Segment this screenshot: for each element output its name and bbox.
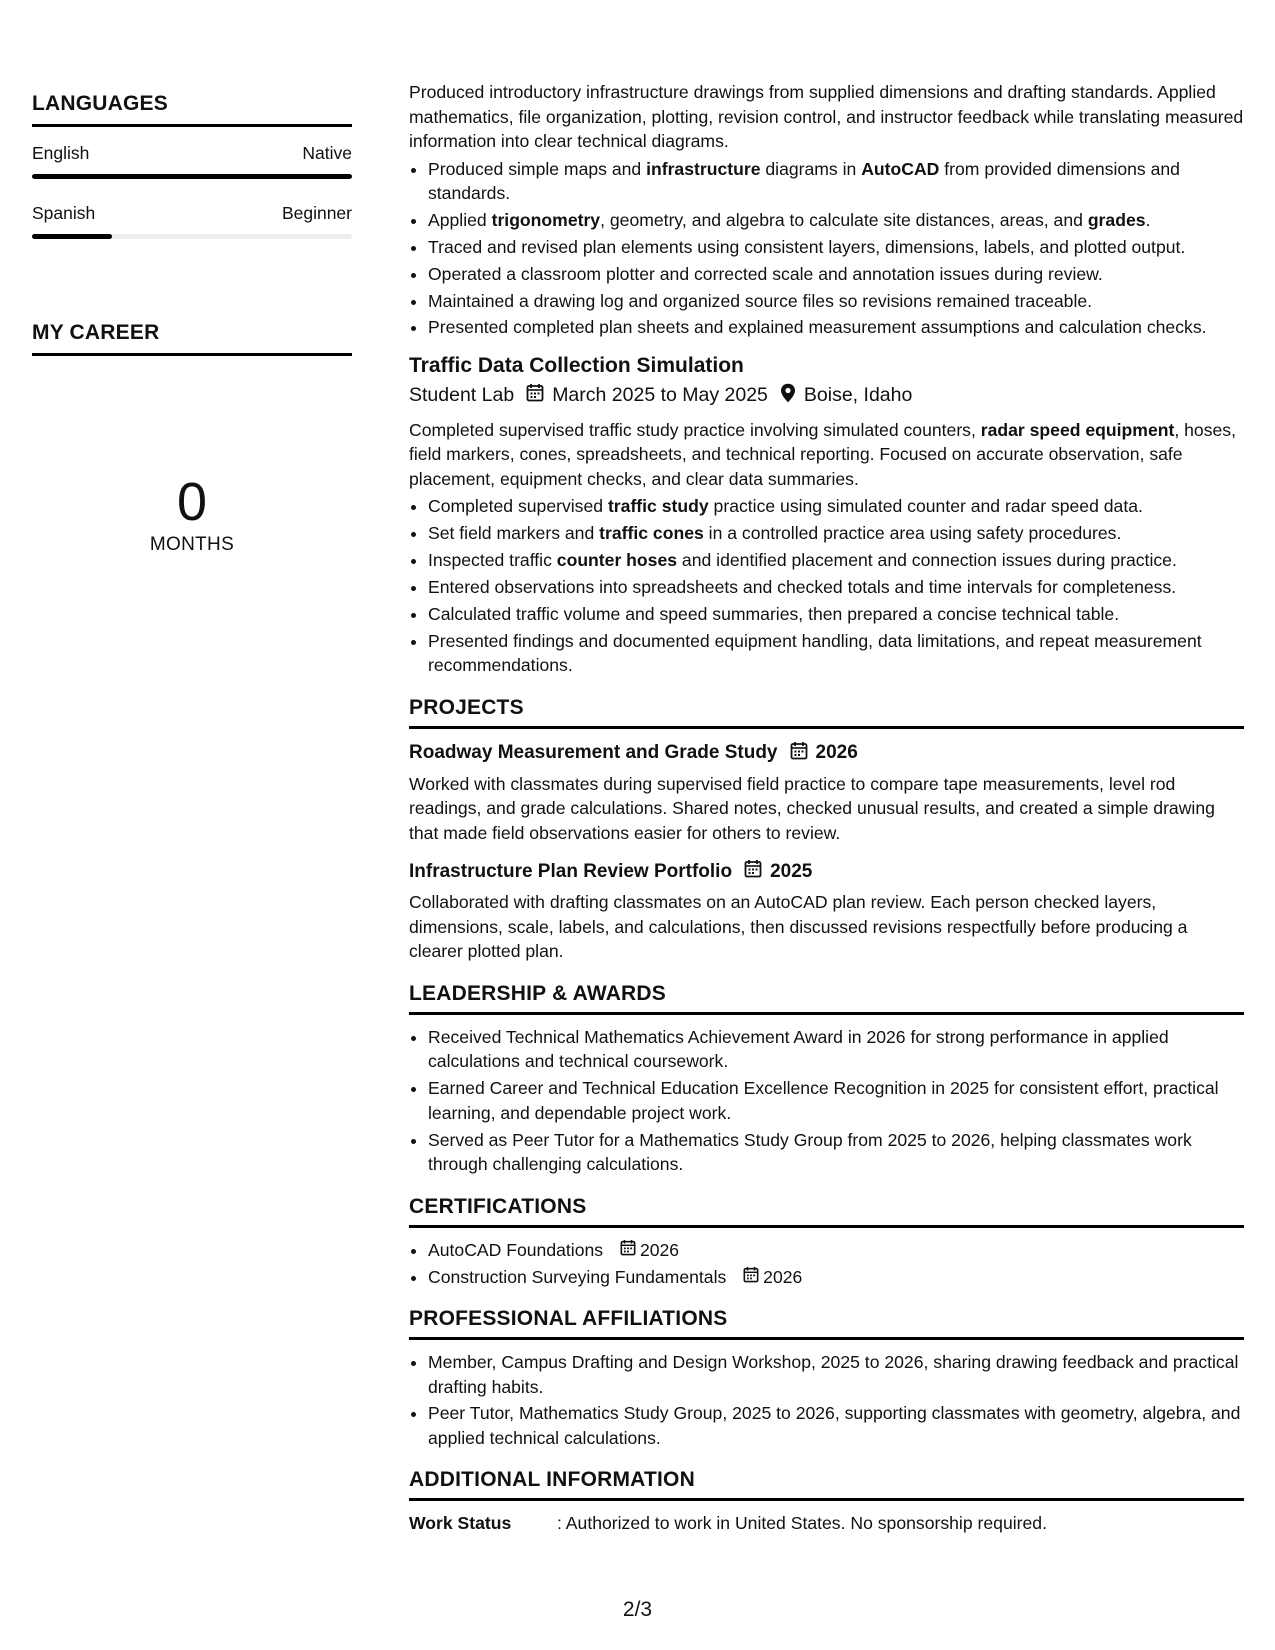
job-bullets <box>409 494 1244 677</box>
language-item <box>32 203 352 239</box>
main-content <box>409 80 1244 1535</box>
list-item: • Peer Tutor, Mathematics Study Group, 2025 to 2026, supporting classmates with geometry, algebra, and applied technical calculations. <box>428 1401 1244 1450</box>
text-run: in a controlled practice area using safety procedures. <box>703 523 1122 544</box>
emphasized-text: traffic study <box>607 496 709 517</box>
list-item: • Member, Campus Drafting and Design Workshop, 2025 to 2026, sharing drawing feedback and practical drafting habits. <box>428 1350 1244 1399</box>
job-meta <box>409 383 1244 409</box>
text-run: from provided dimensions and standards. <box>428 158 1180 203</box>
additional-info-heading: ADDITIONAL INFORMATION <box>409 1468 1244 1501</box>
work-status-row <box>409 1511 1244 1535</box>
project-item <box>409 741 1244 846</box>
language-proficiency-fill <box>32 234 112 239</box>
leadership-list <box>409 1025 1244 1177</box>
language-level: Native <box>302 143 352 163</box>
work-status-value: : Authorized to work in United States. No sponsorship required. <box>557 1513 1047 1534</box>
certification-name: Construction Surveying Fundamentals <box>428 1266 727 1287</box>
list-item <box>428 1238 1244 1263</box>
job-title: Traffic Data Collection Simulation <box>409 353 744 377</box>
project-title: Infrastructure Plan Review Portfolio <box>409 860 733 882</box>
list-item: • Received Technical Mathematics Achievement Award in 2026 for strong performance in applied calculations and technical coursework. <box>428 1025 1244 1074</box>
text-run: , hoses, field markers, cones, spreadsheets, and technical reporting. Focused on accurate observation, safe placement, equipment checks, and clear data summaries. <box>409 419 1236 489</box>
calendar-icon <box>620 1238 636 1263</box>
language-proficiency-bar <box>32 174 352 179</box>
text-run: Completed supervised traffic study practice involving simulated counters, <box>409 419 981 440</box>
emphasized-text: traffic cones <box>599 523 704 544</box>
job-employer: Student Lab <box>409 384 515 407</box>
experience-summary: Produced introductory infrastructure drawings from supplied dimensions and drafting standards. Applied mathematics, file organization, plotting, revision control, and instructor feedback while translating measured information into clear technical diagrams. <box>409 82 1244 151</box>
career-heading: MY CAREER <box>32 321 352 356</box>
text-run: Calculated traffic volume and speed summaries, then prepared a concise technical table. <box>428 604 1120 625</box>
certifications-list <box>409 1238 1244 1289</box>
affiliations-heading: PROFESSIONAL AFFILIATIONS <box>409 1307 1244 1340</box>
list-item: • Served as Peer Tutor for a Mathematics Study Group from 2025 to 2026, helping classmates work through challenging calculations. <box>428 1128 1244 1177</box>
experience-bullets <box>409 157 1244 340</box>
list-item <box>428 262 1244 287</box>
text-run: Presented findings and documented equipment handling, data limitations, and repeat measurement recommendations. <box>428 630 1202 676</box>
list-item <box>428 602 1244 627</box>
calendar-icon <box>744 859 762 884</box>
project-year: 2026 <box>815 742 858 764</box>
text-run: and identified placement and connection issues during practice. <box>677 550 1177 571</box>
language-proficiency-fill <box>32 174 352 179</box>
career-section <box>32 321 352 556</box>
emphasized-text: infrastructure <box>646 158 761 179</box>
list-item <box>428 494 1244 519</box>
list-item: • Earned Career and Technical Education Excellence Recognition in 2025 for consistent effort, practical learning, and dependable project work. <box>428 1076 1244 1125</box>
text-run: Completed supervised <box>428 496 608 517</box>
language-item <box>32 143 352 179</box>
certifications-heading: CERTIFICATIONS <box>409 1195 1244 1228</box>
certification-name: AutoCAD Foundations <box>428 1239 604 1260</box>
list-item <box>428 208 1244 233</box>
page-indicator: 2/3 <box>622 1598 653 1621</box>
calendar-icon <box>526 383 544 408</box>
emphasized-text: AutoCAD <box>861 158 940 179</box>
projects-heading: PROJECTS <box>409 696 1244 729</box>
project-title: Roadway Measurement and Grade Study <box>409 742 778 764</box>
text-run: , geometry, and algebra to calculate site distances, areas, and <box>600 209 1088 230</box>
text-run: Set field markers and <box>428 523 600 544</box>
list-item <box>428 629 1244 678</box>
project-description: Worked with classmates during supervised field practice to compare tape measurements, level rod readings, and grade calculations. Shared notes, checked unusual results, and created a simple drawing that made field observations easier for others to review. <box>409 773 1215 843</box>
job-summary <box>409 418 1244 492</box>
text-run: Produced simple maps and <box>428 158 647 179</box>
language-level: Beginner <box>281 203 352 223</box>
text-run: practice using simulated counter and radar speed data. <box>708 496 1143 517</box>
language-name: English <box>32 143 90 163</box>
languages-section <box>32 92 352 239</box>
language-name: Spanish <box>32 203 96 223</box>
list-item <box>428 315 1244 340</box>
text-run: . <box>1145 209 1151 230</box>
calendar-icon <box>743 1265 759 1290</box>
leadership-heading: LEADERSHIP & AWARDS <box>409 982 1244 1015</box>
job-dates: March 2025 to May 2025 <box>552 384 768 407</box>
text-run: Entered observations into spreadsheets and checked totals and time intervals for completeness. <box>428 577 1177 598</box>
work-status-label: Work Status <box>409 1513 512 1534</box>
text-run: Operated a classroom plotter and corrected scale and annotation issues during review. <box>428 263 1103 284</box>
certification-year: 2026 <box>639 1239 680 1260</box>
list-item <box>428 548 1244 573</box>
project-year: 2025 <box>770 860 813 882</box>
emphasized-text: grades <box>1087 209 1146 230</box>
list-item <box>428 157 1244 206</box>
text-run: diagrams in <box>760 158 862 179</box>
affiliations-list <box>409 1350 1244 1450</box>
text-run: Applied <box>428 209 492 230</box>
text-run: Presented completed plan sheets and explained measurement assumptions and calculation checks. <box>428 317 1207 338</box>
career-months-count: 0 <box>176 472 208 532</box>
language-proficiency-bar <box>32 234 352 239</box>
location-pin-icon <box>780 383 796 409</box>
text-run: Inspected traffic <box>428 550 557 571</box>
emphasized-text: counter hoses <box>556 550 678 571</box>
list-item <box>428 289 1244 314</box>
job-location: Boise, Idaho <box>803 384 913 407</box>
list-item <box>428 235 1244 260</box>
list-item <box>428 521 1244 546</box>
certification-year: 2026 <box>763 1266 803 1287</box>
calendar-icon <box>790 741 808 766</box>
emphasized-text: radar speed equipment <box>980 419 1175 440</box>
list-item <box>428 1265 1244 1290</box>
career-months-label: MONTHS <box>149 534 235 555</box>
emphasized-text: trigonometry <box>491 209 601 230</box>
text-run: Traced and revised plan elements using consistent layers, dimensions, labels, and plotted output. <box>428 236 1186 257</box>
career-duration <box>32 474 352 556</box>
text-run: Maintained a drawing log and organized source files so revisions remained traceable. <box>428 290 1093 311</box>
list-item <box>428 575 1244 600</box>
project-description: Collaborated with drafting classmates on an AutoCAD plan review. Each person checked layers, dimensions, scale, labels, and calculations, then discussed revisions respectfully before producing a clearer plotted plan. <box>409 892 1188 962</box>
project-item <box>409 859 1244 964</box>
sidebar <box>32 92 352 556</box>
languages-heading: LANGUAGES <box>32 92 352 127</box>
